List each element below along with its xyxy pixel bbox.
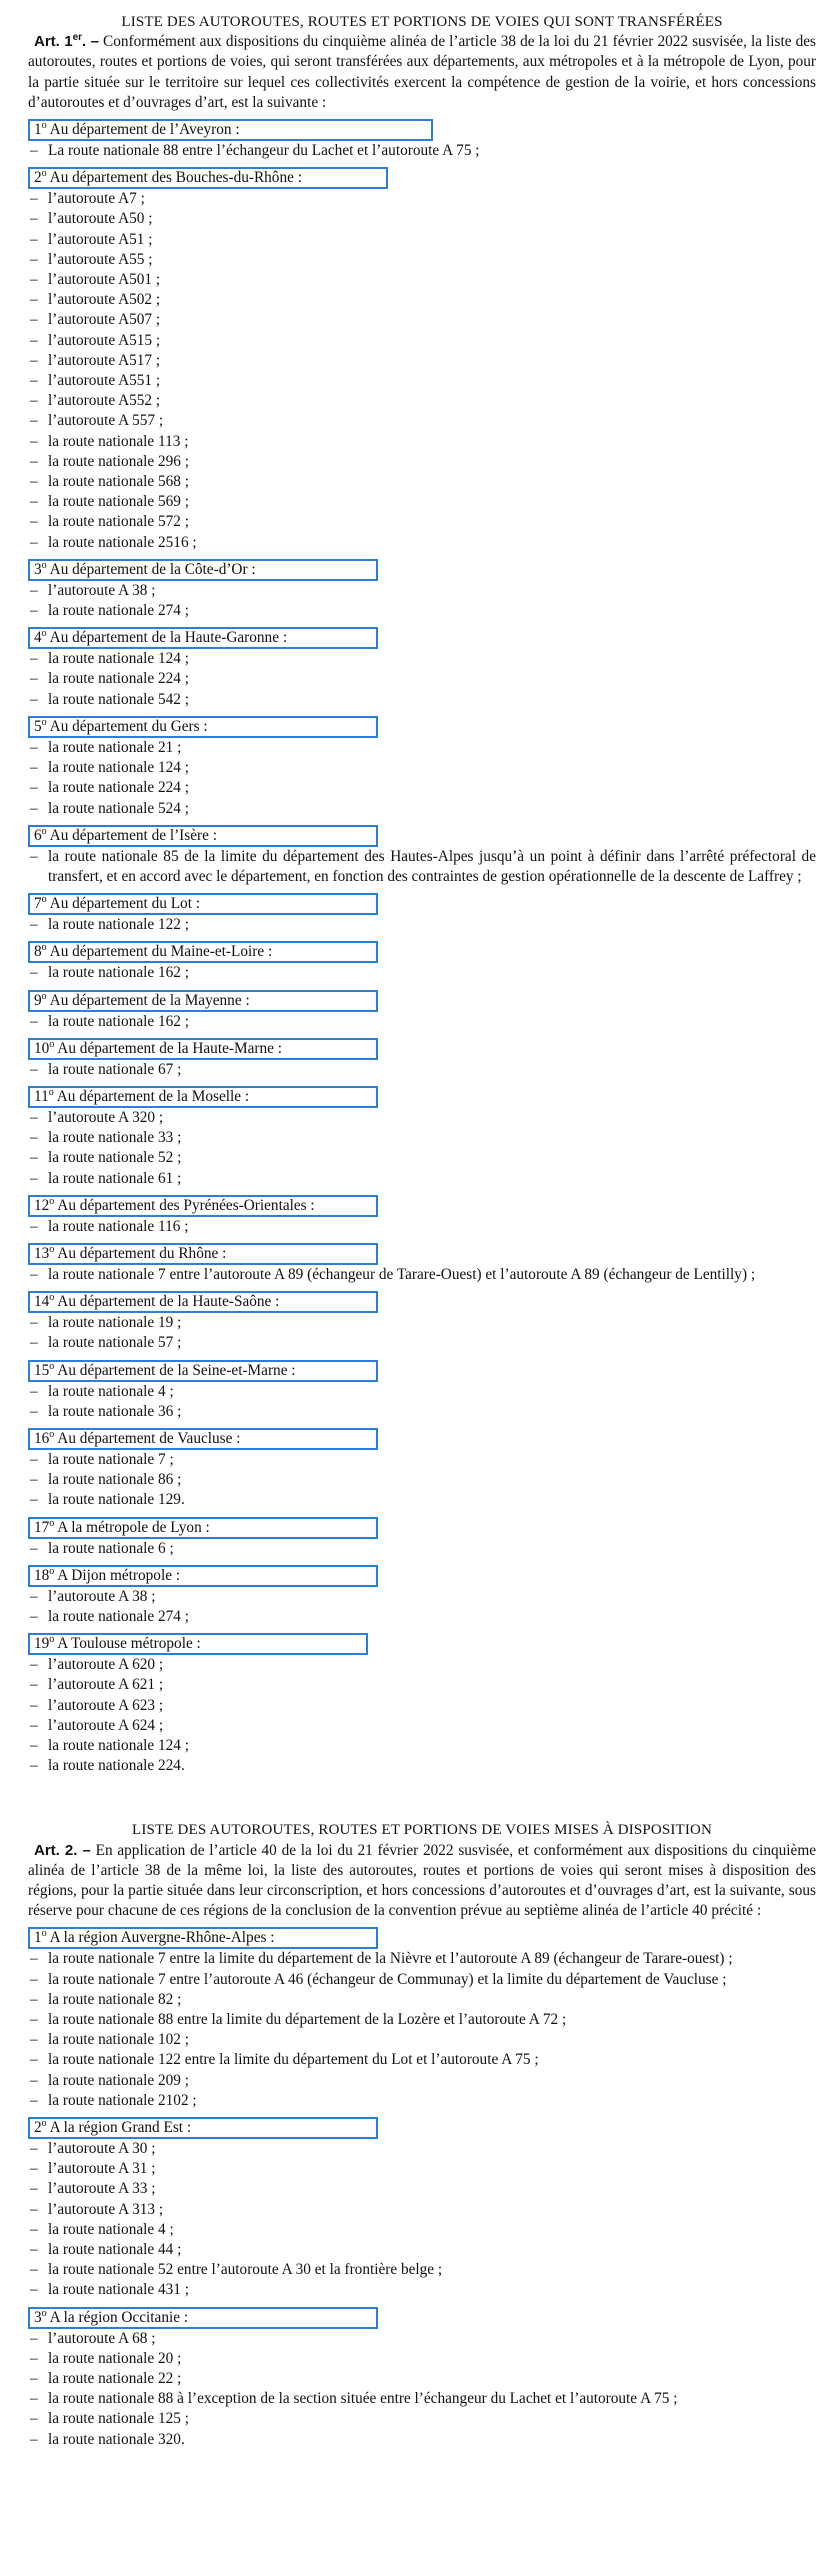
group-number-sup: o	[49, 1565, 55, 1577]
road-item: – la route nationale 122 ;	[28, 915, 816, 935]
road-item: – l’autoroute A551 ;	[28, 371, 816, 391]
road-list	[28, 1539, 816, 1559]
group-number: 14	[34, 1293, 50, 1311]
group-title	[28, 716, 378, 738]
section-heading: LISTE DES AUTOROUTES, ROUTES ET PORTIONS DE VOIES QUI SONT TRANSFÉRÉES	[121, 14, 723, 30]
road-item: – la route nationale 85 de la limite du département des Hautes-Alpes jusqu’à un point à définir dans l’arrêté préfectoral de transfert, et en accord avec le département, en fonction des contraintes de gestion opérationnelle de la descente de Laffrey ;	[28, 847, 816, 887]
road-item: – l’autoroute A 31 ;	[28, 2159, 816, 2179]
road-item: – la route nationale 52 ;	[28, 1148, 816, 1168]
road-item: – la route nationale 124 ;	[28, 758, 816, 778]
group-number-sup: o	[49, 1243, 55, 1255]
road-item: – la route nationale 20 ;	[28, 2349, 816, 2369]
road-item: – la route nationale 2102 ;	[28, 2091, 816, 2111]
road-item: – la route nationale 224 ;	[28, 778, 816, 798]
group-title	[28, 825, 378, 847]
group-number: 4	[34, 629, 42, 647]
road-list	[28, 189, 816, 553]
group-number-sup: o	[49, 1517, 55, 1529]
group-title-text: Au département du Maine-et-Loire :	[49, 943, 273, 961]
group-number-sup: o	[49, 1360, 55, 1372]
group-list	[28, 118, 816, 1776]
road-list	[28, 1450, 816, 1511]
group-number-sup: o	[48, 1086, 54, 1098]
group-title	[28, 1195, 378, 1217]
road-item: – la route nationale 162 ;	[28, 963, 816, 983]
group-title	[28, 1243, 378, 1265]
road-item: – l’autoroute A 621 ;	[28, 1675, 816, 1695]
road-item: – la route nationale 19 ;	[28, 1313, 816, 1333]
group-title	[28, 941, 378, 963]
road-item: – l’autoroute A552 ;	[28, 391, 816, 411]
road-item: – la route nationale 102 ;	[28, 2030, 816, 2050]
road-list	[28, 649, 816, 710]
road-item: – l’autoroute A515 ;	[28, 331, 816, 351]
road-item: – l’autoroute A 320 ;	[28, 1108, 816, 1128]
road-item: – La route nationale 88 entre l’échangeur du Lachet et l’autoroute A 75 ;	[28, 141, 816, 161]
road-item: – la route nationale 116 ;	[28, 1217, 816, 1237]
group-title	[28, 2117, 378, 2139]
road-list	[28, 1265, 816, 1285]
group-number-sup: o	[41, 2117, 47, 2129]
article-paragraph	[28, 1841, 816, 1922]
road-item: – la route nationale 82 ;	[28, 1990, 816, 2010]
road-item: – l’autoroute A 30 ;	[28, 2139, 816, 2159]
group-number-sup: o	[41, 628, 47, 640]
road-item: – l’autoroute A 624 ;	[28, 1716, 816, 1736]
road-item: – la route nationale 296 ;	[28, 452, 816, 472]
group	[28, 1632, 816, 1776]
group-number: 1	[34, 1929, 42, 1947]
group-title	[28, 1633, 368, 1655]
road-item: – la route nationale 129.	[28, 1490, 816, 1510]
group-number-sup: o	[41, 1928, 47, 1940]
road-item: – la route nationale 4 ;	[28, 1382, 816, 1402]
road-item: – l’autoroute A7 ;	[28, 189, 816, 209]
road-item: – la route nationale 2516 ;	[28, 533, 816, 553]
group-number: 10	[34, 1039, 50, 1057]
road-item: – la route nationale 113 ;	[28, 432, 816, 452]
group-title	[28, 1428, 378, 1450]
group-title	[28, 893, 378, 915]
road-list	[28, 1382, 816, 1422]
group-number-sup: o	[49, 1634, 55, 1646]
road-item: – la route nationale 6 ;	[28, 1539, 816, 1559]
group	[28, 989, 816, 1032]
group	[28, 1427, 816, 1511]
road-item: – la route nationale 209 ;	[28, 2071, 816, 2091]
road-item: – la route nationale 568 ;	[28, 472, 816, 492]
group-title-text: Au département de la Haute-Marne :	[57, 1039, 282, 1057]
group-number: 2	[34, 169, 42, 187]
road-item: – la route nationale 88 entre la limite du département de la Lozère et l’autoroute A 72 ;	[28, 2010, 816, 2030]
road-item: – la route nationale 52 entre l’autoroute A 30 et la frontière belge ;	[28, 2260, 816, 2280]
group-number-sup: o	[41, 168, 47, 180]
group	[28, 558, 816, 621]
group-number-sup: o	[41, 119, 47, 131]
road-item: – la route nationale 57 ;	[28, 1333, 816, 1353]
group-number: 3	[34, 560, 42, 578]
group	[28, 2306, 816, 2450]
group	[28, 626, 816, 710]
group	[28, 1085, 816, 1189]
group	[28, 940, 816, 983]
group-title	[28, 559, 378, 581]
group-number-sup: o	[49, 1428, 55, 1440]
road-item: – l’autoroute A 623 ;	[28, 1696, 816, 1716]
road-list	[28, 1313, 816, 1353]
group	[28, 1359, 816, 1422]
road-list	[28, 1108, 816, 1189]
group-title	[28, 119, 433, 141]
group-title-text: A la région Occitanie :	[49, 2308, 189, 2326]
group-title-text: Au département de la Moselle :	[56, 1087, 250, 1105]
road-item: – la route nationale 21 ;	[28, 738, 816, 758]
group-number: 17	[34, 1518, 50, 1536]
group-title-text: Au département de la Haute-Saône :	[57, 1293, 280, 1311]
group-number-sup: o	[49, 1038, 55, 1050]
group	[28, 1516, 816, 1559]
road-list	[28, 1060, 816, 1080]
road-list	[28, 1217, 816, 1237]
road-item: – la route nationale 124 ;	[28, 1736, 816, 1756]
group-number: 7	[34, 895, 42, 913]
part-transferred	[28, 12, 816, 1776]
group-number-sup: o	[41, 2307, 47, 2319]
road-item: – la route nationale 7 ;	[28, 1450, 816, 1470]
group-number: 16	[34, 1429, 50, 1447]
road-list	[28, 1012, 816, 1032]
road-item: – la route nationale 33 ;	[28, 1128, 816, 1148]
road-item: – l’autoroute A50 ;	[28, 209, 816, 229]
road-item: – la route nationale 86 ;	[28, 1470, 816, 1490]
group-title-text: Au département de la Seine-et-Marne :	[57, 1361, 296, 1379]
group-title	[28, 1086, 378, 1108]
road-list	[28, 141, 816, 161]
group-title-text: A la métropole de Lyon :	[57, 1518, 210, 1536]
road-item: – la route nationale 162 ;	[28, 1012, 816, 1032]
road-item: – l’autoroute A517 ;	[28, 351, 816, 371]
group	[28, 166, 816, 553]
group-title	[28, 1517, 378, 1539]
road-item: – la route nationale 524 ;	[28, 799, 816, 819]
group-title-text: Au département de la Mayenne :	[49, 991, 250, 1009]
group-title	[28, 1565, 378, 1587]
article-intro: Conformément aux dispositions du cinquième alinéa de l’article 38 de la loi du 21 février 2022 susvisée, la liste des autoroutes, routes et portions de voies, qui seront transférées aux départements, aux métropoles et à la métropole de Lyon, pour la partie située sur le territoire sur lequel ces collectivités exercent la compétence de gestion de la voirie, et hors concessions d’autoroutes et d’ouvrages d’art, est la suivante :	[28, 33, 816, 111]
group	[28, 715, 816, 819]
group-list	[28, 1926, 816, 2449]
group-title	[28, 2307, 378, 2329]
group	[28, 1564, 816, 1627]
road-list	[28, 847, 816, 887]
article-label: Art. 2. –	[34, 1841, 91, 1859]
group-number: 11	[34, 1087, 49, 1105]
road-item: – la route nationale 67 ;	[28, 1060, 816, 1080]
group-title	[28, 627, 378, 649]
group-title-text: Au département du Lot :	[49, 895, 201, 913]
group-title-text: Au département de la Côte-d’Or :	[49, 560, 256, 578]
road-item: – la route nationale 22 ;	[28, 2369, 816, 2389]
road-item: – la route nationale 274 ;	[28, 601, 816, 621]
group	[28, 824, 816, 887]
group-number-sup: o	[41, 942, 47, 954]
road-item: – l’autoroute A55 ;	[28, 250, 816, 270]
group-title-text: A Toulouse métropole :	[57, 1635, 201, 1653]
group-title	[28, 167, 388, 189]
group-number-sup: o	[49, 1292, 55, 1304]
road-list	[28, 1655, 816, 1776]
group-number: 1	[34, 121, 42, 139]
group	[28, 2116, 816, 2301]
road-item: – l’autoroute A 38 ;	[28, 581, 816, 601]
group-title-text: Au département de l’Isère :	[49, 826, 217, 844]
article-paragraph	[28, 32, 816, 113]
road-item: – la route nationale 224 ;	[28, 669, 816, 689]
road-item: – l’autoroute A501 ;	[28, 270, 816, 290]
group-number: 8	[34, 943, 42, 961]
road-list	[28, 1949, 816, 2111]
road-item: – l’autoroute A 313 ;	[28, 2200, 816, 2220]
group-number: 19	[34, 1635, 50, 1653]
group	[28, 118, 816, 161]
road-item: – la route nationale 7 entre l’autoroute A 46 (échangeur de Communay) et la limite du département de Vaucluse ;	[28, 1970, 816, 1990]
group-title-text: A la région Auvergne-Rhône-Alpes :	[49, 1929, 275, 1947]
group	[28, 1194, 816, 1237]
road-item: – l’autoroute A 620 ;	[28, 1655, 816, 1675]
group-number: 3	[34, 2308, 42, 2326]
group	[28, 1290, 816, 1353]
group-number: 13	[34, 1244, 50, 1262]
group-title	[28, 1038, 378, 1060]
group-title-text: Au département des Pyrénées-Orientales :	[57, 1196, 315, 1214]
road-list	[28, 2139, 816, 2301]
road-list	[28, 1587, 816, 1627]
road-item: – l’autoroute A507 ;	[28, 310, 816, 330]
group-title	[28, 990, 378, 1012]
group-number-sup: o	[41, 990, 47, 1002]
group	[28, 892, 816, 935]
article-label: Art. 1er. –	[34, 32, 99, 51]
road-item: – l’autoroute A 38 ;	[28, 1587, 816, 1607]
road-item: – la route nationale 569 ;	[28, 492, 816, 512]
road-item: – l’autoroute A 33 ;	[28, 2179, 816, 2199]
road-list	[28, 2329, 816, 2450]
group-title-text: Au département du Rhône :	[57, 1244, 227, 1262]
road-item: – la route nationale 4 ;	[28, 2220, 816, 2240]
group-number-sup: o	[41, 825, 47, 837]
road-item: – la route nationale 61 ;	[28, 1169, 816, 1189]
group-number-sup: o	[41, 894, 47, 906]
part-made-available	[28, 1820, 816, 2449]
road-item: – la route nationale 88 à l’exception de la section située entre l’échangeur du Lachet et l’autoroute A 75 ;	[28, 2389, 816, 2409]
group-title-text: A la région Grand Est :	[49, 2119, 192, 2137]
road-item: – l’autoroute A502 ;	[28, 290, 816, 310]
road-item: – la route nationale 431 ;	[28, 2280, 816, 2300]
group-title	[28, 1927, 378, 1949]
group-number-sup: o	[41, 716, 47, 728]
road-list	[28, 738, 816, 819]
group-number: 12	[34, 1196, 50, 1214]
group	[28, 1037, 816, 1080]
group-number-sup: o	[41, 559, 47, 571]
road-item: – la route nationale 7 entre la limite du département de la Nièvre et l’autoroute A 89 (échangeur de Tarare-ouest) ;	[28, 1949, 816, 1969]
group-title-text: Au département de l’Aveyron :	[49, 121, 240, 139]
group-title-text: Au département du Gers :	[49, 717, 208, 735]
road-item: – la route nationale 542 ;	[28, 690, 816, 710]
section-spacer	[28, 1776, 816, 1820]
group-number: 18	[34, 1566, 50, 1584]
road-item: – la route nationale 7 entre l’autoroute A 89 (échangeur de Tarare-Ouest) et l’autoroute A 89 (échangeur de Lentilly) ;	[28, 1265, 816, 1285]
article-label-sup: er	[72, 32, 83, 44]
group-number: 2	[34, 2119, 42, 2137]
road-item: – l’autoroute A 557 ;	[28, 411, 816, 431]
group-number-sup: o	[49, 1195, 55, 1207]
group-title-text: A Dijon métropole :	[57, 1566, 181, 1584]
group	[28, 1242, 816, 1285]
group-number: 15	[34, 1361, 50, 1379]
road-list	[28, 963, 816, 983]
road-item: – la route nationale 44 ;	[28, 2240, 816, 2260]
road-item: – la route nationale 124 ;	[28, 649, 816, 669]
group-title	[28, 1291, 378, 1313]
road-item: – la route nationale 572 ;	[28, 512, 816, 532]
road-item: – la route nationale 36 ;	[28, 1402, 816, 1422]
section-heading: LISTE DES AUTOROUTES, ROUTES ET PORTIONS DE VOIES MISES À DISPOSITION	[132, 1822, 712, 1839]
road-list	[28, 915, 816, 935]
group-title-text: Au département de la Haute-Garonne :	[49, 629, 288, 647]
road-item: – la route nationale 320.	[28, 2430, 816, 2450]
group	[28, 1926, 816, 2111]
road-item: – la route nationale 122 entre la limite du département du Lot et l’autoroute A 75 ;	[28, 2050, 816, 2070]
road-item: – l’autoroute A51 ;	[28, 230, 816, 250]
road-item: – la route nationale 125 ;	[28, 2409, 816, 2429]
road-item: – la route nationale 274 ;	[28, 1607, 816, 1627]
group-number: 6	[34, 826, 42, 844]
group-title	[28, 1360, 378, 1382]
article-intro: En application de l’article 40 de la loi du 21 février 2022 susvisée, et conformément aux dispositions du cinquième alinéa de l’article 38 de la même loi, la liste des autoroutes, routes et portions de voies qui seront mises à disposition des régions, pour la partie située dans leur circonscription, et hors concessions d’autoroutes et d’ouvrages d’art, est la suivante, sous réserve pour chacune de ces régions de la conclusion de la convention prévue au septième alinéa de l’article 40 précité :	[28, 1841, 817, 1920]
group-title-text: Au département de Vaucluse :	[57, 1429, 241, 1447]
road-item: – la route nationale 224.	[28, 1756, 816, 1776]
group-title-text: Au département des Bouches-du-Rhône :	[49, 169, 302, 187]
road-list	[28, 581, 816, 621]
group-number: 9	[34, 991, 42, 1009]
group-number: 5	[34, 717, 42, 735]
road-item: – l’autoroute A 68 ;	[28, 2329, 816, 2349]
